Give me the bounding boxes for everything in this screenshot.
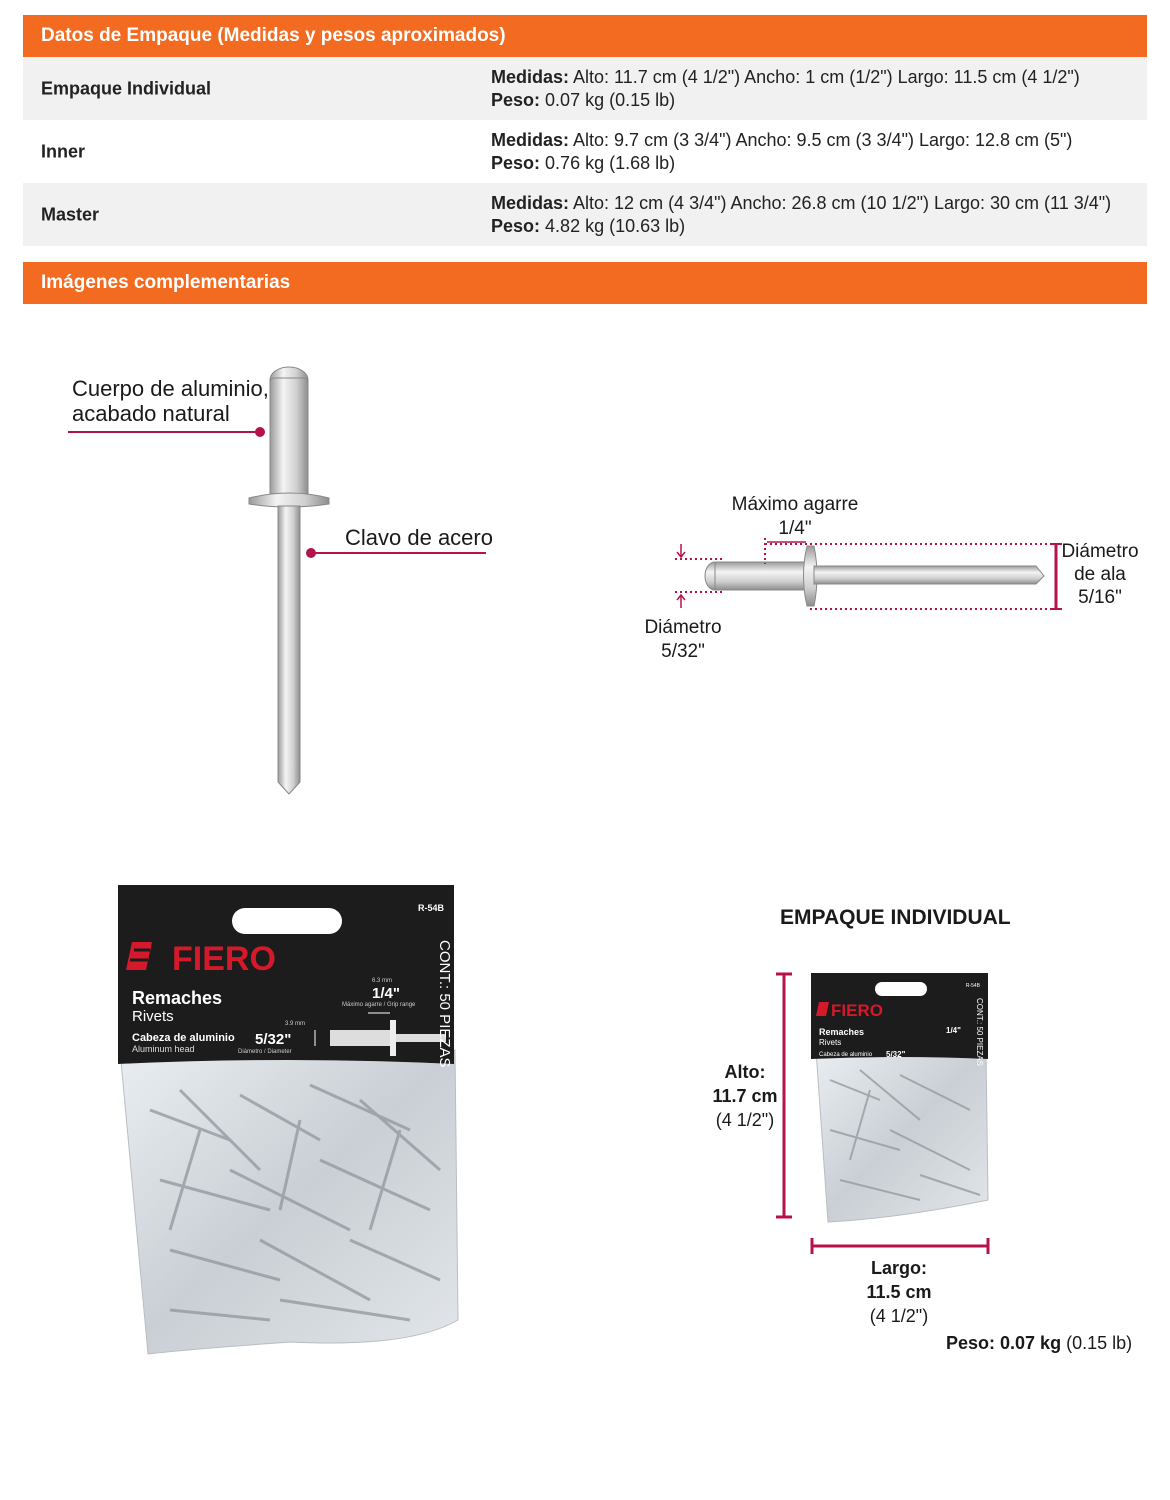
peso-value: 0.07 kg (0.15 lb) — [545, 89, 676, 110]
table-row-individual — [23, 57, 1147, 120]
grip-label-line1: Máximo agarre — [731, 494, 859, 515]
flange-label-line2: de ala — [1074, 564, 1126, 585]
medidas-value: Alto: 11.7 cm (4 1/2") Ancho: 1 cm (1/2") Largo: 11.5 cm (4 1/2") — [573, 66, 1080, 87]
peso-label: Peso: — [491, 152, 541, 173]
package-diameter-mm: 3.9 mm — [285, 1021, 306, 1027]
row-label: Empaque Individual — [41, 78, 212, 98]
small-package-grip: 1/4" — [946, 1026, 961, 1035]
small-package-subtitle: Rivets — [819, 1038, 842, 1047]
package-grip: 1/4" — [372, 985, 400, 1002]
medidas-value: Alto: 12 cm (4 3/4") Ancho: 26.8 cm (10 1/2") Largo: 30 cm (11 3/4") — [573, 192, 1112, 213]
grip-label-line2: 1/4" — [778, 518, 812, 539]
medidas-value: Alto: 9.7 cm (3 3/4") Ancho: 9.5 cm (3 3/4") Largo: 12.8 cm (5") — [573, 129, 1073, 150]
table-row-inner — [23, 120, 1147, 183]
brand-name: FIERO — [172, 940, 276, 978]
peso-value: 0.76 kg (1.68 lb) — [545, 152, 676, 173]
dim-rivet-body — [715, 562, 807, 590]
package-code: R-54B — [417, 903, 444, 913]
callout-nail: Clavo de acero — [345, 525, 493, 550]
images-section-header: Imágenes complementarias — [23, 262, 1147, 304]
small-package-count: CONT.: 50 PIEZAS — [975, 998, 984, 1067]
small-hang-hole — [875, 982, 927, 996]
package-bag — [120, 1050, 458, 1354]
mandrel-shaft — [278, 506, 300, 794]
package-head-en: Aluminum head — [132, 1044, 195, 1054]
largo-label-line2: 11.5 cm — [866, 1282, 932, 1302]
diameter-label-line1: Diámetro — [644, 617, 722, 638]
package-grip-caption: Máximo agarre / Grip range — [342, 1002, 416, 1008]
medidas-label: Medidas: — [491, 66, 570, 87]
rivet-callout-figure — [0, 320, 560, 820]
callout-dot-body — [255, 427, 265, 437]
alto-label-line2: 11.7 cm — [712, 1086, 778, 1106]
table-row-master — [23, 183, 1147, 246]
hang-hole — [232, 908, 342, 934]
peso-label: Peso: — [491, 89, 541, 110]
package-subtitle: Rivets — [132, 1008, 174, 1025]
package-diameter: 5/32" — [255, 1031, 292, 1048]
package-individual-figure — [700, 960, 1160, 1340]
package-title: Remaches — [132, 988, 223, 1008]
row-value — [491, 192, 1129, 238]
largo-label-line1: Largo: — [871, 1258, 927, 1278]
small-brand-name: FIERO — [831, 1001, 883, 1020]
medidas-label: Medidas: — [491, 192, 570, 213]
callout-body-line1: Cuerpo de aluminio, — [72, 376, 269, 401]
individual-package-heading: EMPAQUE INDIVIDUAL — [780, 906, 1011, 929]
peso-label: Peso: 0.07 kg — [946, 1333, 1062, 1353]
flange-label-line1: Diámetro — [1061, 541, 1139, 562]
peso-label: Peso: — [491, 215, 541, 236]
peso-value: 4.82 kg (10.63 lb) — [545, 215, 686, 236]
small-package-title: Remaches — [819, 1027, 865, 1037]
packaging-section-header: Datos de Empaque (Medidas y pesos aproximados) — [23, 15, 1147, 57]
individual-peso — [946, 1333, 1132, 1354]
package-diameter-caption: Diámetro / Diameter — [238, 1049, 292, 1055]
small-package-diameter: 5/32" — [886, 1050, 906, 1059]
row-label: Master — [41, 204, 100, 224]
diameter-label-line2: 5/32" — [661, 641, 705, 662]
package-head-es: Cabeza de aluminio — [132, 1032, 235, 1044]
small-package-code: R-54B — [965, 983, 980, 989]
small-package-head: Cabeza de aluminio — [819, 1052, 873, 1058]
callout-body-line2: acabado natural — [72, 401, 230, 426]
package-grip-mm: 6.3 mm — [372, 978, 393, 984]
alto-label-line1: Alto: — [724, 1062, 766, 1082]
package-large — [110, 880, 470, 1360]
callout-dot-nail — [306, 548, 316, 558]
medidas-label: Medidas: — [491, 129, 570, 150]
largo-label-line3: (4 1/2") — [869, 1306, 929, 1326]
rivet-flange — [249, 493, 329, 507]
rivet-body — [270, 378, 308, 498]
peso-value: (0.15 lb) — [1066, 1333, 1133, 1353]
package-count: CONT.: 50 PIEZAS — [436, 940, 453, 1068]
rivet-dimension-figure — [620, 480, 1160, 680]
dim-mandrel-shaft — [814, 566, 1044, 584]
alto-label-line3: (4 1/2") — [715, 1110, 775, 1130]
row-value — [491, 129, 1129, 175]
row-label: Inner — [41, 141, 86, 161]
flange-label-line3: 5/16" — [1078, 587, 1122, 608]
row-value — [491, 66, 1129, 112]
